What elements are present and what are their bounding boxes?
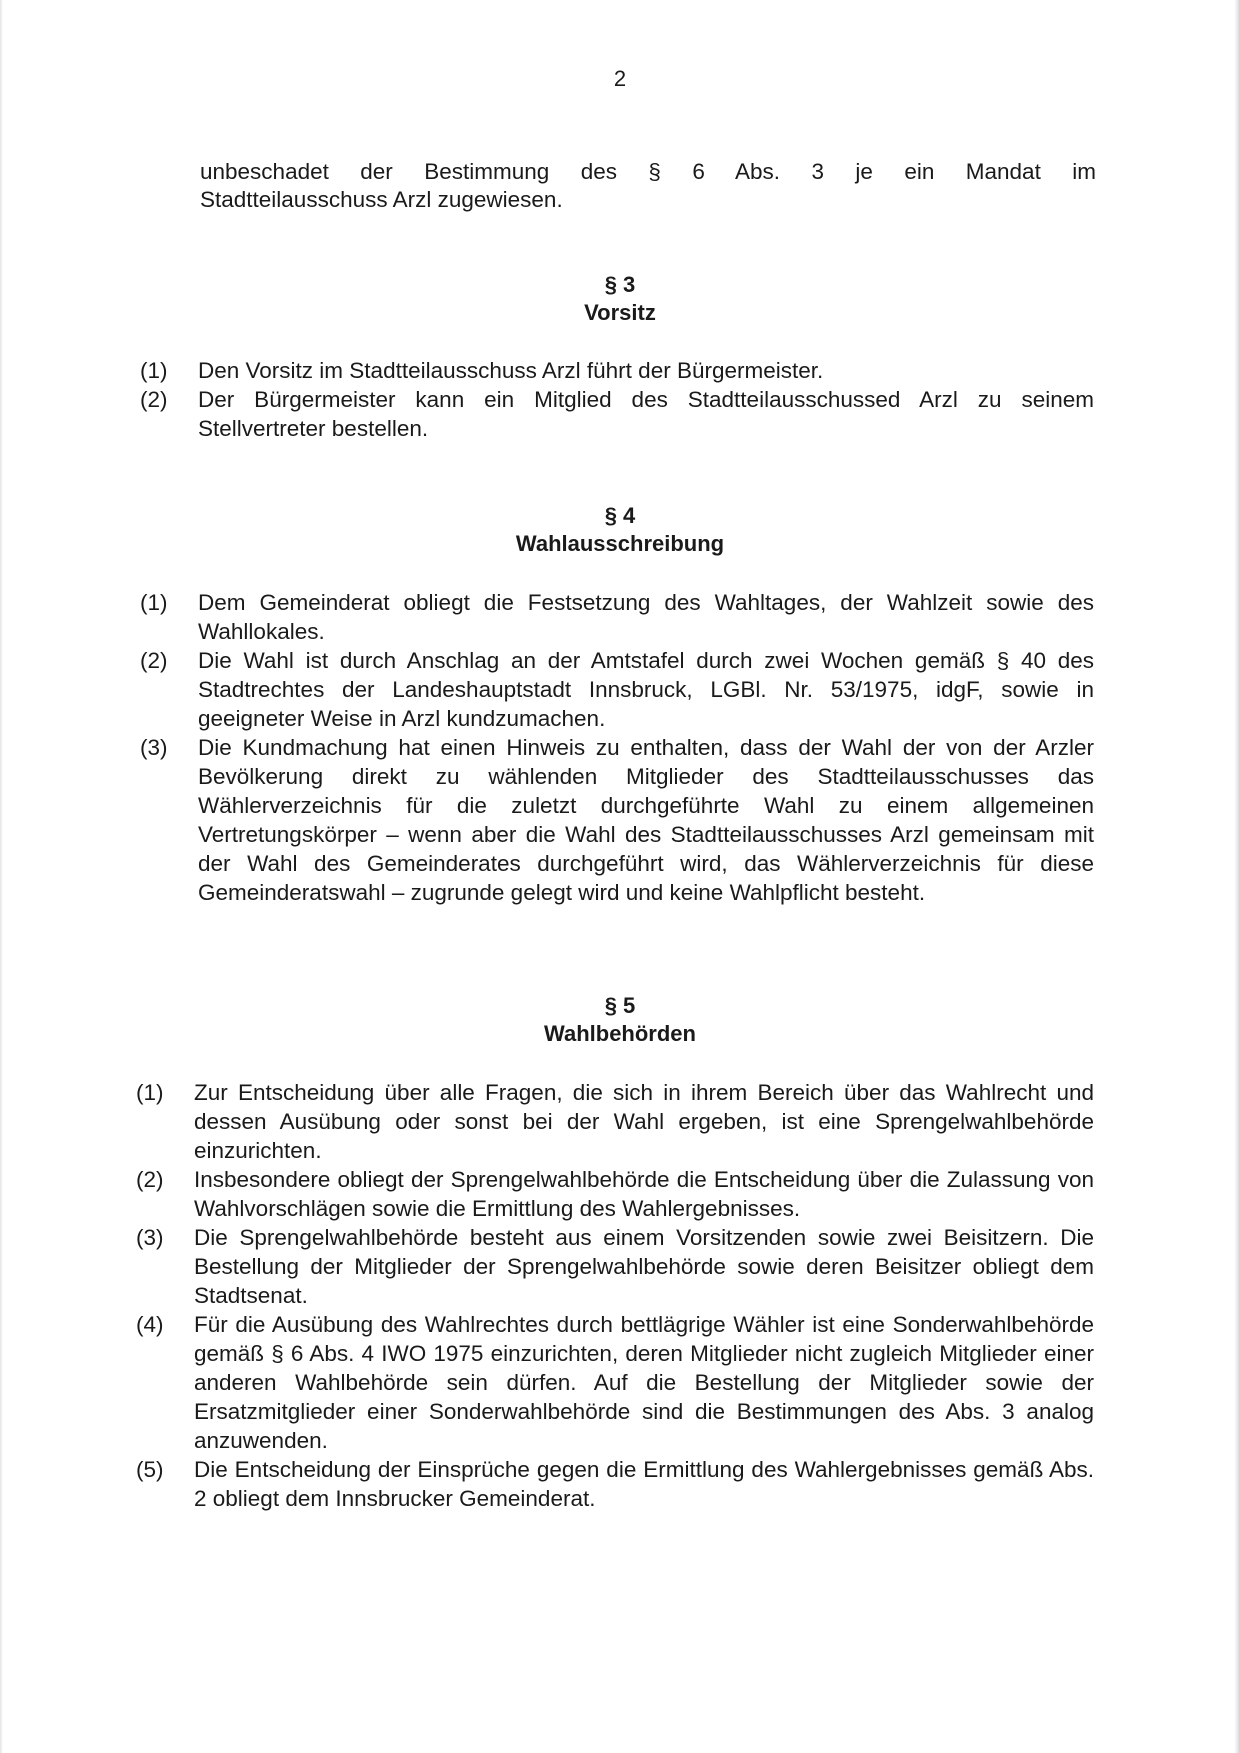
section-3-heading	[0, 271, 1240, 327]
item-number: (2)	[140, 648, 168, 673]
list-item	[140, 733, 1094, 907]
list-item	[136, 1165, 1094, 1223]
section-symbol: § 5	[604, 993, 636, 1018]
item-number: (1)	[140, 358, 168, 383]
item-number: (4)	[136, 1312, 164, 1337]
item-text: Der Bürgermeister kann ein Mitglied des Stadtteilausschussed Arzl zu seinem Stellvertreter bestellen.	[198, 387, 1094, 441]
item-text: Den Vorsitz im Stadtteilausschuss Arzl führt der Bürgermeister.	[198, 358, 824, 383]
item-text: Dem Gemeinderat obliegt die Festsetzung des Wahltages, der Wahlzeit sowie des Wahllokales.	[198, 590, 1094, 644]
section-symbol: § 4	[604, 503, 636, 528]
section-4-items	[140, 588, 1094, 907]
item-number: (3)	[136, 1225, 164, 1250]
item-text: Zur Entscheidung über alle Fragen, die sich in ihrem Bereich über das Wahlrecht und dessen Ausübung oder sonst bei der Wahl ergeben, ist eine Sprengelwahlbehörde einzurichten.	[194, 1080, 1094, 1163]
list-item	[140, 385, 1094, 443]
item-number: (5)	[136, 1457, 164, 1482]
list-item	[140, 646, 1094, 733]
item-number: (2)	[136, 1167, 164, 1192]
list-item	[140, 588, 1094, 646]
item-text: Für die Ausübung des Wahlrechtes durch bettlägrige Wähler ist eine Sonderwahlbehörde gemäß § 6 Abs. 4 IWO 1975 einzurichten, deren Mitglieder nicht zugleich Mitglieder einer anderen Wahlbehörde sein dürfen. Auf die Bestellung der Mitglieder sowie der Ersatzmitglieder einer Sonderwahlbehörde sind die Bestimmungen des Abs. 3 analog anzuwenden.	[194, 1312, 1094, 1453]
section-5-heading	[0, 992, 1240, 1048]
intro-paragraph	[200, 158, 1096, 214]
section-title: Vorsitz	[584, 300, 656, 325]
section-5-items	[136, 1078, 1094, 1513]
list-item	[140, 356, 1094, 385]
list-item	[136, 1310, 1094, 1455]
item-number: (1)	[136, 1080, 164, 1105]
list-item	[136, 1223, 1094, 1310]
list-item	[136, 1455, 1094, 1513]
page-number: 2	[613, 66, 627, 91]
list-item	[136, 1078, 1094, 1165]
section-symbol: § 3	[604, 272, 636, 297]
intro-line-1: unbeschadet der Bestimmung des § 6 Abs. 3 je ein Mandat im	[200, 159, 1096, 184]
section-4-heading	[0, 502, 1240, 558]
intro-line-2: Stadtteilausschuss Arzl zugewiesen.	[200, 187, 563, 212]
item-text: Die Entscheidung der Einsprüche gegen die Ermittlung des Wahlergebnisses gemäß Abs. 2 obliegt dem Innsbrucker Gemeinderat.	[194, 1457, 1094, 1511]
section-title: Wahlausschreibung	[515, 531, 725, 556]
item-text: Insbesondere obliegt der Sprengelwahlbehörde die Entscheidung über die Zulassung von Wahlvorschlägen sowie die Ermittlung des Wahlergebnisses.	[194, 1167, 1094, 1221]
item-number: (1)	[140, 590, 168, 615]
scan-edge-right	[1234, 0, 1240, 1753]
item-number: (2)	[140, 387, 168, 412]
item-number: (3)	[140, 735, 168, 760]
item-text: Die Wahl ist durch Anschlag an der Amtstafel durch zwei Wochen gemäß § 40 des Stadtrechtes der Landeshauptstadt Innsbruck, LGBl. Nr. 53/1975, idgF, sowie in geeigneter Weise in Arzl kundzumachen.	[198, 648, 1094, 731]
item-text: Die Kundmachung hat einen Hinweis zu enthalten, dass der Wahl der von der Arzler Bevölkerung direkt zu wählenden Mitglieder des Stadtteilausschusses das Wählerverzeichnis für die zuletzt durchgeführte Wahl zu einem allgemeinen Vertretungskörper – wenn aber die Wahl des Stadtteilausschusses Arzl gemeinsam mit der Wahl des Gemeinderates durchgeführt wird, das Wählerverzeichnis für diese Gemeinderatswahl – zugrunde gelegt wird und keine Wahlpflicht besteht.	[198, 735, 1094, 905]
item-text: Die Sprengelwahlbehörde besteht aus einem Vorsitzenden sowie zwei Beisitzern. Die Bestellung der Mitglieder der Sprengelwahlbehörde sowie deren Beisitzer obliegt dem Stadtsenat.	[194, 1225, 1094, 1308]
section-3-items	[140, 356, 1094, 443]
section-title: Wahlbehörden	[544, 1021, 696, 1046]
scan-edge-left	[0, 0, 3, 1753]
